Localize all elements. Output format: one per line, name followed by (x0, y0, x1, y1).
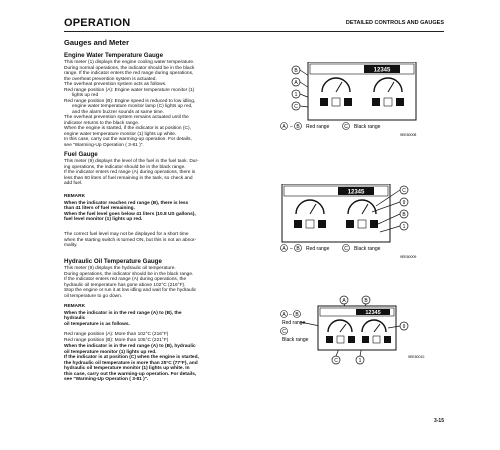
callout-1: 1 (294, 92, 298, 98)
legend-a: A (282, 124, 286, 130)
hour-meter-number: 12345 (347, 189, 365, 196)
legend-c: C (344, 124, 348, 130)
text-line: If the indicator enters red range (A) during operations, the (64, 277, 187, 282)
water-gauge-text (64, 60, 294, 148)
legend-black-range: Black range (354, 124, 381, 130)
header-rule (64, 31, 444, 32)
text-line: This meter (1) displays the engine cooling water temperature. (64, 60, 195, 65)
text-line: and the alarm buzzer sounds at same time. (72, 109, 164, 115)
text-line: this case, carry out the warming-up operation. For details, (64, 371, 197, 377)
remark-label: REMARK (64, 194, 86, 199)
text-line: oil temperature to go down. (64, 293, 123, 299)
fuel-note (64, 232, 294, 249)
text-line: The overheat prevention system remains actuated until the (64, 115, 189, 120)
text-line: when the starting switch is turned ON, but this is not an abnor- (64, 237, 197, 243)
callout-9: 9 (402, 324, 406, 330)
legend-dash: – (290, 124, 293, 130)
figure-code: 9EE60009 (400, 255, 417, 259)
header-subtitle: DETAILED CONTROLS AND GAUGES (345, 20, 444, 26)
text-line: Red range position (A): More than 102°C (216°F) (64, 332, 169, 337)
oil-gauge-text (64, 266, 294, 299)
hour-meter-number: 12345 (365, 310, 381, 316)
text-line: If the indicator is at position (C) when the engine is started, (64, 355, 199, 360)
text-line: mality. (64, 243, 78, 248)
fuel-gauge-title: Fuel Gauge (64, 151, 98, 158)
legend-b: B (296, 124, 300, 130)
text-line: The correct fuel level may not be displayed for a short time (64, 232, 189, 237)
text-line: Red range position (A): Engine water temperature monitor (1) (64, 87, 195, 93)
section-title: Gauges and Meter (64, 38, 130, 47)
text-line: Red range position (B): More than 105°C (221°F) (64, 337, 169, 343)
legend-dash: – (289, 312, 292, 318)
text-line: When the engine is started, if the indicator is at position (C), (64, 126, 191, 131)
oil-ranges (64, 332, 294, 343)
text-line: indicator returns to the black range. (64, 120, 140, 126)
fuel-gauge-text (64, 159, 294, 187)
text-line: Stop the engine or run it at low idling and wait for the hydraulic (64, 288, 197, 293)
callout-c: C (294, 104, 298, 110)
text-line: During operations, the indicator should be in the black range. (64, 271, 194, 277)
hour-meter-number: 12345 (373, 67, 391, 74)
callout-1: 1 (402, 224, 406, 230)
figure-code: 9EE60008 (400, 133, 417, 137)
callout-a: A (294, 80, 298, 86)
legend-c: C (282, 329, 286, 335)
page-number: 3-15 (433, 418, 444, 424)
callout-1: 1 (358, 358, 362, 364)
callout-c: C (334, 358, 338, 364)
legend-red-range: Red range (282, 320, 306, 326)
text-line: hydraulic oil temperature monitor (1) lights up white. In (64, 366, 190, 371)
text-line: ing operations, the indicator should be in the black range. (64, 164, 186, 170)
text-line: than 41 liters of fuel remaining. (64, 206, 135, 211)
callout-c: C (402, 188, 406, 194)
water-gauge-figure (280, 62, 450, 138)
legend-black-range: Black range (282, 337, 309, 343)
text-line: Red range position (B): Engine speed is reduced to low idling, (64, 98, 196, 104)
text-line: the hydraulic oil temperature is more than 25°C (77°F), and (64, 360, 198, 366)
remark-label: REMARK (64, 304, 86, 309)
monitor-panel (318, 306, 396, 350)
callout-b: B (364, 298, 368, 304)
text-line: the overheat prevention system is actuated. (64, 76, 157, 82)
text-line: When the indicator reaches red range (B), there is less (64, 200, 189, 206)
legend-b: B (295, 312, 299, 318)
text-line: This meter (9) displays the hydraulic oil temperature. (64, 266, 176, 271)
legend-red-range: Red range (306, 124, 330, 130)
fuel-remark (64, 194, 294, 223)
legend-dash: – (290, 246, 293, 252)
page-header (64, 17, 444, 31)
text-line: hydraulic (64, 316, 86, 321)
text-line: The overheat prevention system acts as follows. (64, 82, 167, 87)
legend-black-range: Black range (354, 246, 381, 252)
text-line: see "Warming-Up Operation ( 3-81 )". (64, 142, 144, 148)
legend-b: B (296, 246, 300, 252)
text-line: fuel level monitor (1) lights up red. (64, 217, 143, 222)
callout-b: B (402, 212, 406, 218)
text-line: oil temperature monitor (1) lights up red. (64, 349, 157, 355)
figure-code: 9EE60010 (408, 355, 425, 359)
text-line: lights up red (72, 93, 99, 98)
legend-a: A (282, 246, 286, 252)
fuel-gauge-figure (280, 184, 450, 260)
text-line: oil temperature is as follows. (64, 321, 130, 327)
text-line: This meter (9) displays the level of the fuel in the fuel tank. Dur- (64, 159, 199, 164)
text-line: add fuel. (64, 181, 83, 186)
monitor-panel (308, 62, 416, 120)
text-line: less than 60 liters of fuel remaining in the tank, so check and (64, 175, 193, 181)
oil-gauge-figure (280, 294, 450, 372)
text-line: When the indicator is in the red range (A) to (B), the (64, 310, 182, 316)
text-line: When the indicator is in the red range (A) to (B), hydraulic (64, 344, 196, 349)
callout-b: B (294, 68, 298, 74)
text-line: During normal operations, the indicator should be in the black (64, 65, 195, 71)
text-line: see "Warming-Up Operation ( 3-81 )". (64, 377, 149, 382)
oil-remark (64, 304, 294, 327)
legend-a: A (282, 312, 286, 318)
header-title: OPERATION (64, 17, 131, 29)
text-line: range. If the indicator enters the red range during operations, (64, 71, 194, 76)
legend-red-range: Red range (306, 246, 330, 252)
text-line: engine water temperature monitor (1) lights up white. (64, 131, 177, 137)
oil-monitor-text (64, 344, 294, 383)
legend-c: C (344, 246, 348, 252)
text-line: hydraulic oil temperature has gone above 102°C (216°F). (64, 282, 186, 288)
callout-a: A (342, 298, 346, 304)
text-line: If the indicator enters red range (A) during operations, there is (64, 170, 196, 175)
text-line: engine water temperature monitor lamp (C) lights up red, (72, 104, 193, 109)
monitor-panel (282, 184, 390, 242)
water-gauge-title: Engine Water Temperature Gauge (64, 52, 164, 59)
oil-gauge-title: Hydraulic Oil Temperature Gauge (64, 258, 162, 265)
callout-9: 9 (402, 200, 406, 206)
text-line: In this case, carry out the warming-up operation. For details, (64, 137, 192, 142)
text-line: When the fuel level goes below 41 liters (10.8 US gallons), (64, 211, 196, 217)
